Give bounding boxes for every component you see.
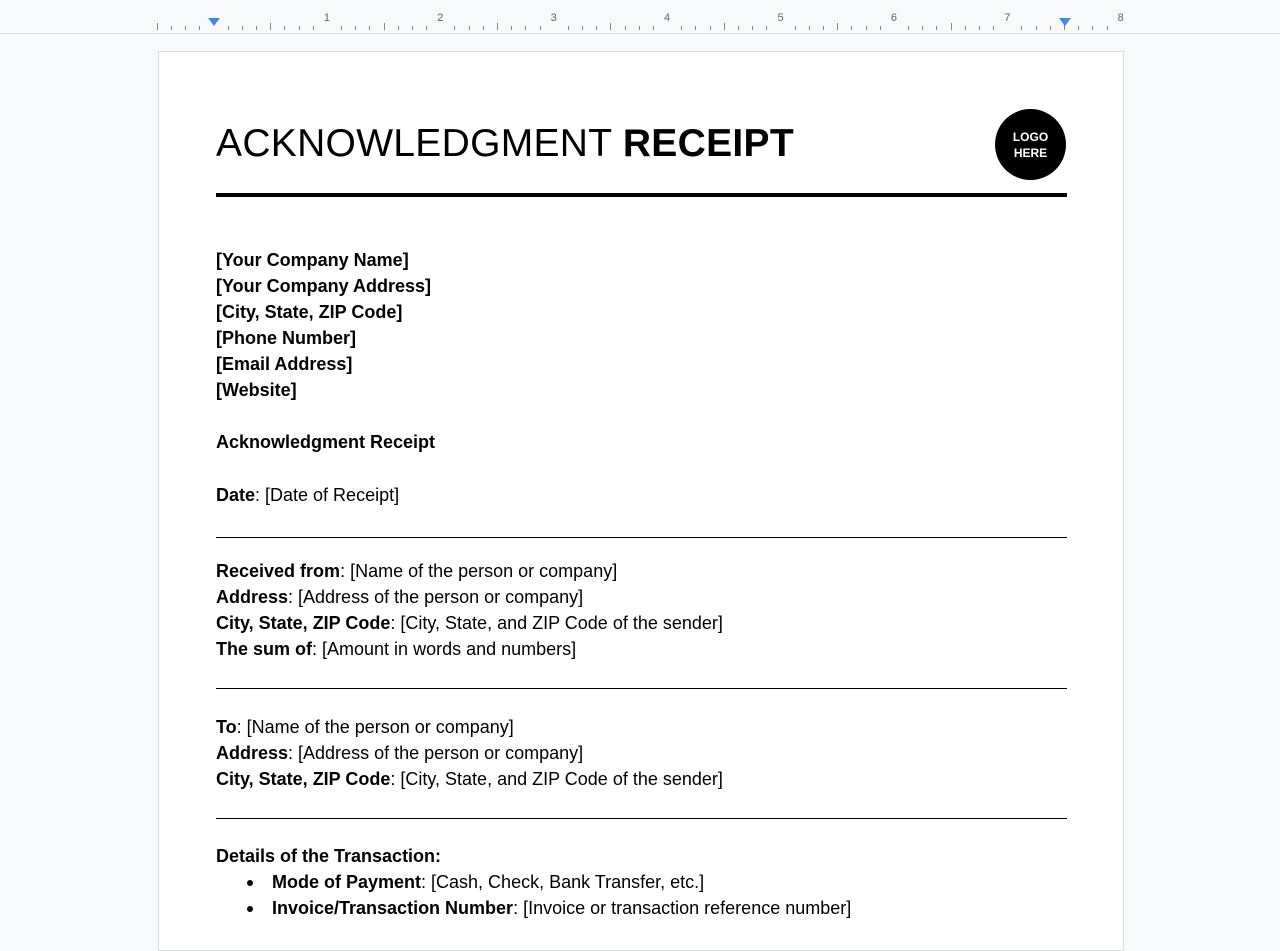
received-row: Received from: [Name of the person or company] [216,561,618,581]
to-row: Address: [Address of the person or company] [216,743,584,763]
ruler-tick [157,23,158,30]
ruler-number: 5 [777,12,784,24]
received-row: Address: [Address of the person or company] [216,587,584,607]
ruler-tick [653,26,654,30]
ruler-tick [1021,26,1022,30]
ruler-tick [936,26,937,30]
ruler-tick [384,23,385,30]
ruler-number: 6 [890,12,897,24]
to-section [216,714,723,792]
ruler-number: 1 [323,12,330,24]
ruler-tick [454,26,455,30]
ruler-tick [1036,26,1037,30]
received-section [216,558,723,662]
ruler-tick [738,26,739,30]
ruler-tick [851,26,852,30]
ruler-tick [412,26,413,30]
ruler-tick [256,26,257,30]
divider [216,537,1067,538]
ruler-tick [525,26,526,30]
ruler-tick [284,26,285,30]
company-info [216,247,431,403]
ruler-tick [908,26,909,30]
ruler-tick [497,23,498,30]
company-phone: [Phone Number] [216,328,357,348]
ruler-tick [993,26,994,30]
ruler-tick [639,26,640,30]
ruler-tick [568,26,569,30]
divider [216,688,1067,689]
ruler-tick [681,26,682,30]
ruler-tick [199,26,200,30]
ruler-tick [866,26,867,30]
ruler-tick [695,26,696,30]
company-city: [City, State, ZIP Code] [216,302,403,322]
ruler-tick [511,26,512,30]
ruler-number: 7 [1004,12,1011,24]
title-divider [216,193,1067,197]
ruler-tick [1092,26,1093,30]
ruler-tick [398,26,399,30]
subtitle: Acknowledgment Receipt [216,432,436,452]
received-row: The sum of: [Amount in words and numbers] [216,639,577,659]
ruler-tick [171,26,172,30]
ruler-tick [540,26,541,30]
ruler-tick [582,26,583,30]
list-item: Mode of Payment: [Cash, Check, Bank Transfer, etc.] [216,869,851,895]
ruler-tick [270,23,271,30]
ruler-tick [313,26,314,30]
document-title: ACKNOWLEDGMENT RECEIPT [216,122,794,165]
ruler-tick [823,26,824,30]
ruler-tick [369,26,370,30]
document-page[interactable] [158,51,1124,951]
ruler-tick [299,26,300,30]
left-indent-marker[interactable] [208,18,220,26]
ruler-tick [795,26,796,30]
ruler-tick [809,26,810,30]
right-indent-marker[interactable] [1059,18,1071,26]
ruler-tick [610,23,611,30]
ruler-tick [710,26,711,30]
ruler-tick [469,26,470,30]
ruler-tick [766,26,767,30]
ruler-tick [979,26,980,30]
ruler-tick [922,26,923,30]
date-line: Date: [Date of Receipt] [216,485,400,505]
transaction-details [216,843,851,921]
ruler-tick [880,26,881,30]
company-name: [Your Company Name] [216,250,409,270]
ruler-tick [965,26,966,30]
details-heading: Details of the Transaction: [216,846,442,866]
list-item: Invoice/Transaction Number: [Invoice or transaction reference number] [216,895,851,921]
ruler-tick [355,26,356,30]
to-row: City, State, ZIP Code: [City, State, and ZIP Code of the sender] [216,769,723,789]
ruler-number: 2 [437,12,444,24]
to-row: To: [Name of the person or company] [216,717,514,737]
ruler-number: 8 [1117,12,1124,24]
ruler-tick [341,26,342,30]
ruler-tick [752,26,753,30]
logo-placeholder: LOGO HERE [995,109,1066,180]
ruler-tick [951,23,952,30]
company-email: [Email Address] [216,354,353,374]
divider [216,818,1067,819]
ruler-tick [837,23,838,30]
ruler-number: 4 [664,12,671,24]
ruler-tick [483,26,484,30]
ruler-number: 3 [550,12,557,24]
ruler-tick [1078,26,1079,30]
ruler-tick [596,26,597,30]
company-website: [Website] [216,380,297,400]
ruler-tick [242,26,243,30]
ruler-tick [1050,26,1051,30]
ruler-tick [625,26,626,30]
ruler-tick [228,26,229,30]
horizontal-ruler[interactable] [0,0,1280,34]
ruler-tick [724,23,725,30]
received-row: City, State, ZIP Code: [City, State, and ZIP Code of the sender] [216,613,723,633]
ruler-tick [1107,26,1108,30]
company-address: [Your Company Address] [216,276,432,296]
ruler-tick [426,26,427,30]
ruler-tick [185,26,186,30]
